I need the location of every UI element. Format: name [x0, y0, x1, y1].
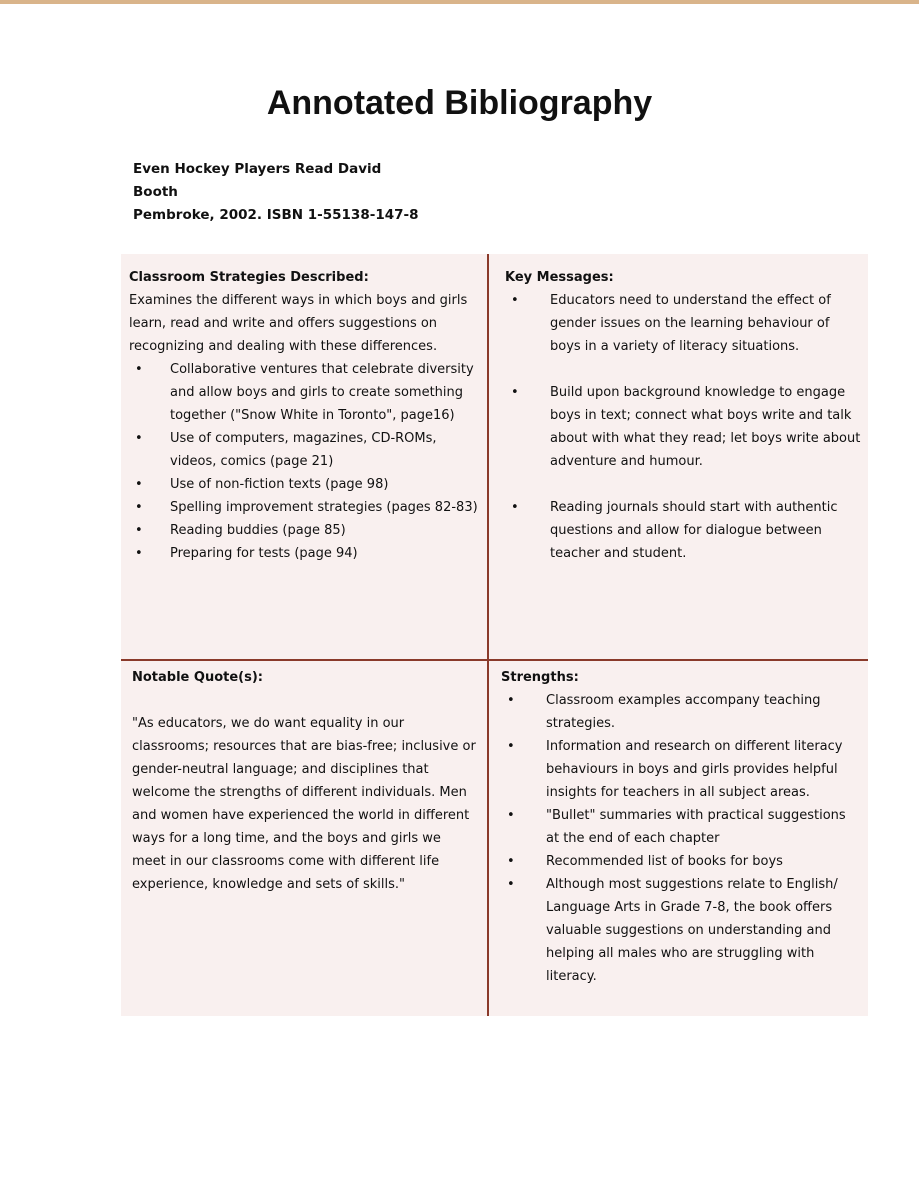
strengths-cell [501, 666, 861, 988]
list-item: • Classroom examples accompany teaching strategies. [501, 689, 861, 735]
strengths-list [501, 689, 861, 988]
list-item: • Spelling improvement strategies (pages 82-83) [129, 496, 481, 519]
book-title-line: Even Hockey Players Read David [133, 161, 382, 177]
book-citation [133, 158, 419, 227]
bullet-icon: • [507, 877, 515, 892]
list-item: • Preparing for tests (page 94) [129, 542, 481, 565]
list-item: • Information and research on different literacy behaviours in boys and girls provides helpful insights for teachers in all subject areas. [501, 735, 861, 804]
strengths-heading: Strengths: [501, 670, 579, 685]
list-item: • Recommended list of books for boys [501, 850, 861, 873]
bullet-icon: • [135, 477, 143, 492]
bullet-icon: • [507, 739, 515, 754]
list-item: • Use of non-fiction texts (page 98) [129, 473, 481, 496]
bullet-icon: • [507, 693, 515, 708]
bullet-icon: • [135, 546, 143, 561]
book-publisher-line: Pembroke, 2002. ISBN 1-55138-147-8 [133, 207, 419, 223]
key-messages-cell [505, 266, 861, 565]
quote-heading: Notable Quote(s): [132, 670, 263, 685]
list-item: • Use of computers, magazines, CD-ROMs, videos, comics (page 21) [129, 427, 481, 473]
quote-text: "As educators, we do want equality in our classrooms; resources that are bias-free; inclusive or gender-neutral language; and disciplines that welcome the strengths of different individuals. Men and women have experienced the world in different ways for a long time, and the boys and girls we meet in our classrooms come with different life experience, knowledge and sets of skills." [132, 716, 476, 892]
book-author-line: Booth [133, 184, 178, 200]
list-item: • Reading journals should start with authentic questions and allow for dialogue between teacher and student. [505, 496, 861, 565]
strategies-cell [129, 266, 481, 565]
vertical-divider [487, 254, 489, 1016]
list-item: • Although most suggestions relate to English/ Language Arts in Grade 7-8, the book offers valuable suggestions on understanding and helping all males who are struggling with literacy. [501, 873, 861, 988]
horizontal-divider [121, 659, 868, 661]
strategies-list [129, 358, 481, 565]
bullet-icon: • [511, 500, 519, 515]
page-title: Annotated Bibliography [266, 84, 653, 122]
annotation-grid [121, 254, 868, 1016]
list-item: • Collaborative ventures that celebrate diversity and allow boys and girls to create something together ("Snow White in Toronto", page16) [129, 358, 481, 427]
bullet-icon: • [135, 362, 143, 377]
key-messages-list [505, 289, 861, 358]
top-rule [0, 0, 919, 4]
strategies-heading: Classroom Strategies Described: [129, 270, 369, 285]
bullet-icon: • [507, 808, 515, 823]
list-item: • Reading buddies (page 85) [129, 519, 481, 542]
strategies-intro: Examines the different ways in which boys and girls learn, read and write and offers suggestions on recognizing and dealing with these differences. [129, 293, 468, 354]
bullet-icon: • [135, 523, 143, 538]
bullet-icon: • [511, 385, 519, 400]
bullet-icon: • [135, 500, 143, 515]
list-item: • "Bullet" summaries with practical suggestions at the end of each chapter [501, 804, 861, 850]
bullet-icon: • [507, 854, 515, 869]
quote-cell [132, 666, 477, 896]
list-item: • Build upon background knowledge to engage boys in text; connect what boys write and talk about with what they read; let boys write about adventure and humour. [505, 381, 861, 473]
bullet-icon: • [135, 431, 143, 446]
key-messages-heading: Key Messages: [505, 270, 614, 285]
bullet-icon: • [511, 293, 519, 308]
list-item: • Educators need to understand the effect of gender issues on the learning behaviour of boys in a variety of literacy situations. [505, 289, 861, 358]
